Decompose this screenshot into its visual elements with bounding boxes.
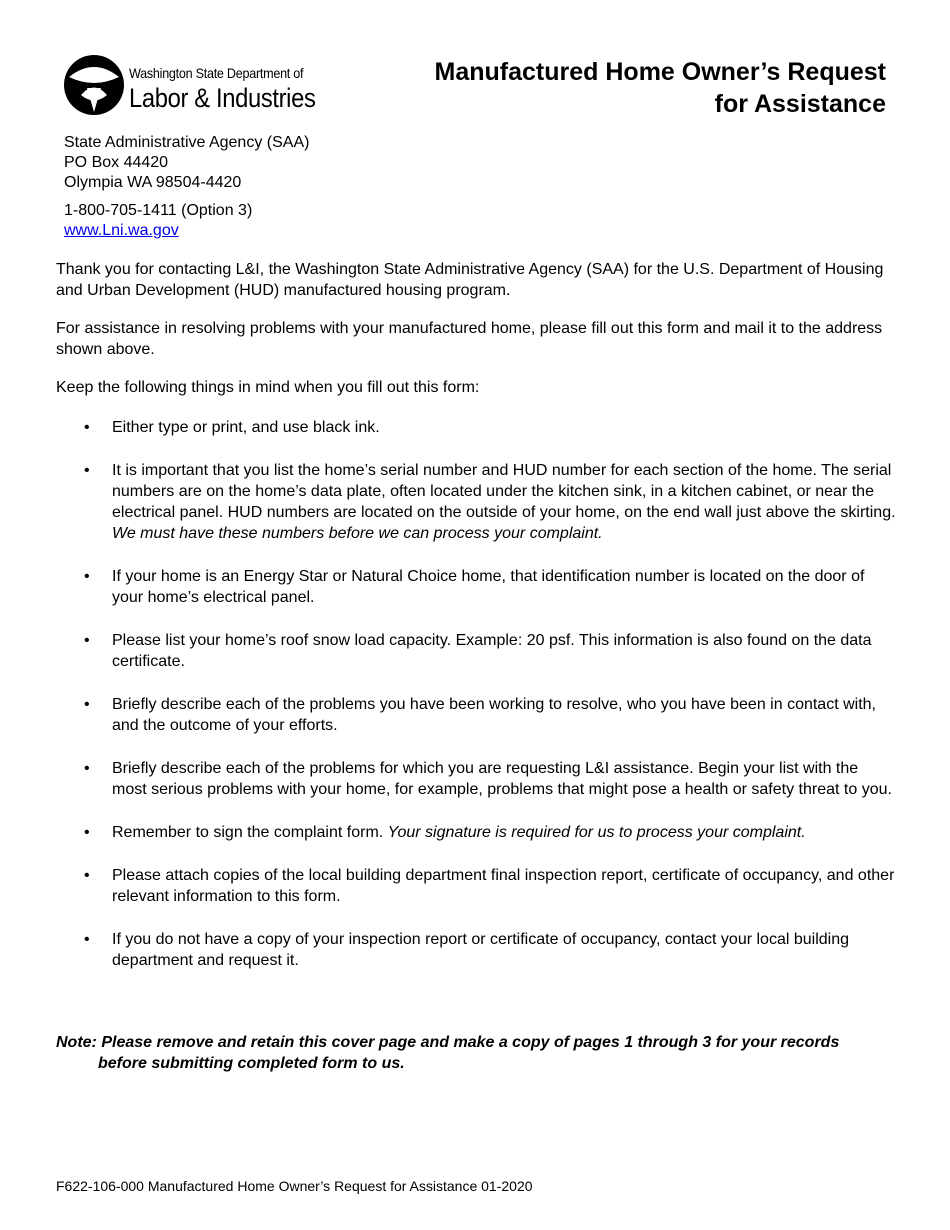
list-item-text: If you do not have a copy of your inspection report or certificate of occupancy, contact your local building department and request it.	[112, 931, 850, 969]
mailing-address	[64, 133, 309, 193]
address-po-box: PO Box 44420	[64, 154, 169, 171]
note-line1: Note: Please remove and retain this cover page and make a copy of pages 1 through 3 for your records	[56, 1034, 840, 1051]
list-item	[56, 566, 896, 608]
list-item-text: Briefly describe each of the problems for which you are requesting L&I assistance. Begin your list with the most serious problems with your home, for example, problems that might pose a health or safety threat to you.	[112, 760, 892, 798]
address-city: Olympia WA 98504-4420	[64, 174, 242, 191]
lni-logo	[63, 54, 343, 118]
list-item	[56, 460, 896, 544]
assistance-paragraph: For assistance in resolving problems with your manufactured home, please fill out this form and mail it to the address shown above.	[56, 320, 883, 358]
instructions-lead: Keep the following things in mind when you fill out this form:	[56, 379, 480, 396]
list-item	[56, 758, 896, 800]
list-item	[56, 865, 896, 907]
list-item	[56, 694, 896, 736]
list-item-text: Please list your home’s roof snow load capacity. Example: 20 psf. This information is also found on the data certificate.	[112, 632, 872, 670]
list-item-emphasis: We must have these numbers before we can process your complaint.	[112, 525, 603, 542]
logo-agency-name: Labor & Industries	[129, 83, 316, 113]
page-title-line2: for Assistance	[714, 90, 886, 118]
logo-department-text: Washington State Department of	[129, 65, 304, 81]
list-item-text: It is important that you list the home’s serial number and HUD number for each section of the home. The serial numbers are on the home’s data plate, often located under the kitchen sink, in a kitchen cabinet, or near the electrical panel. HUD numbers are located on the outside of your home, on the end wall just above the skirting.	[112, 462, 896, 521]
list-item-text: Either type or print, and use black ink.	[112, 419, 380, 436]
page-title-line1: Manufactured Home Owner’s Request	[434, 58, 886, 86]
list-item	[56, 929, 896, 971]
form-footer: F622-106-000 Manufactured Home Owner’s Request for Assistance 01-2020	[56, 1178, 533, 1194]
intro-paragraph: Thank you for contacting L&I, the Washington State Administrative Agency (SAA) for the U.S. Department of Housing and Urban Development (HUD) manufactured housing program.	[56, 261, 884, 299]
lni-logo-mark-icon	[63, 54, 125, 116]
list-item-text: Remember to sign the complaint form.	[112, 824, 384, 841]
phone-number: 1-800-705-1411 (Option 3)	[64, 202, 253, 219]
website-link[interactable]: www.Lni.wa.gov	[64, 222, 179, 239]
list-item	[56, 417, 896, 438]
note-line2: before submitting completed form to us.	[98, 1055, 405, 1072]
list-item	[56, 630, 896, 672]
list-item	[56, 822, 896, 843]
list-item-emphasis: Your signature is required for us to process your complaint.	[387, 824, 806, 841]
page-title	[326, 56, 886, 120]
list-item-text: Briefly describe each of the problems you have been working to resolve, who you have been in contact with, and the outcome of your efforts.	[112, 696, 876, 734]
records-note	[56, 1032, 906, 1074]
contact-info	[64, 201, 252, 241]
address-agency: State Administrative Agency (SAA)	[64, 134, 310, 151]
list-item-text: Please attach copies of the local building department final inspection report, certificate of occupancy, and other relevant information to this form.	[112, 867, 895, 905]
list-item-text: If your home is an Energy Star or Natural Choice home, that identification number is located on the door of your home’s electrical panel.	[112, 568, 865, 606]
instructions-list	[56, 417, 896, 971]
